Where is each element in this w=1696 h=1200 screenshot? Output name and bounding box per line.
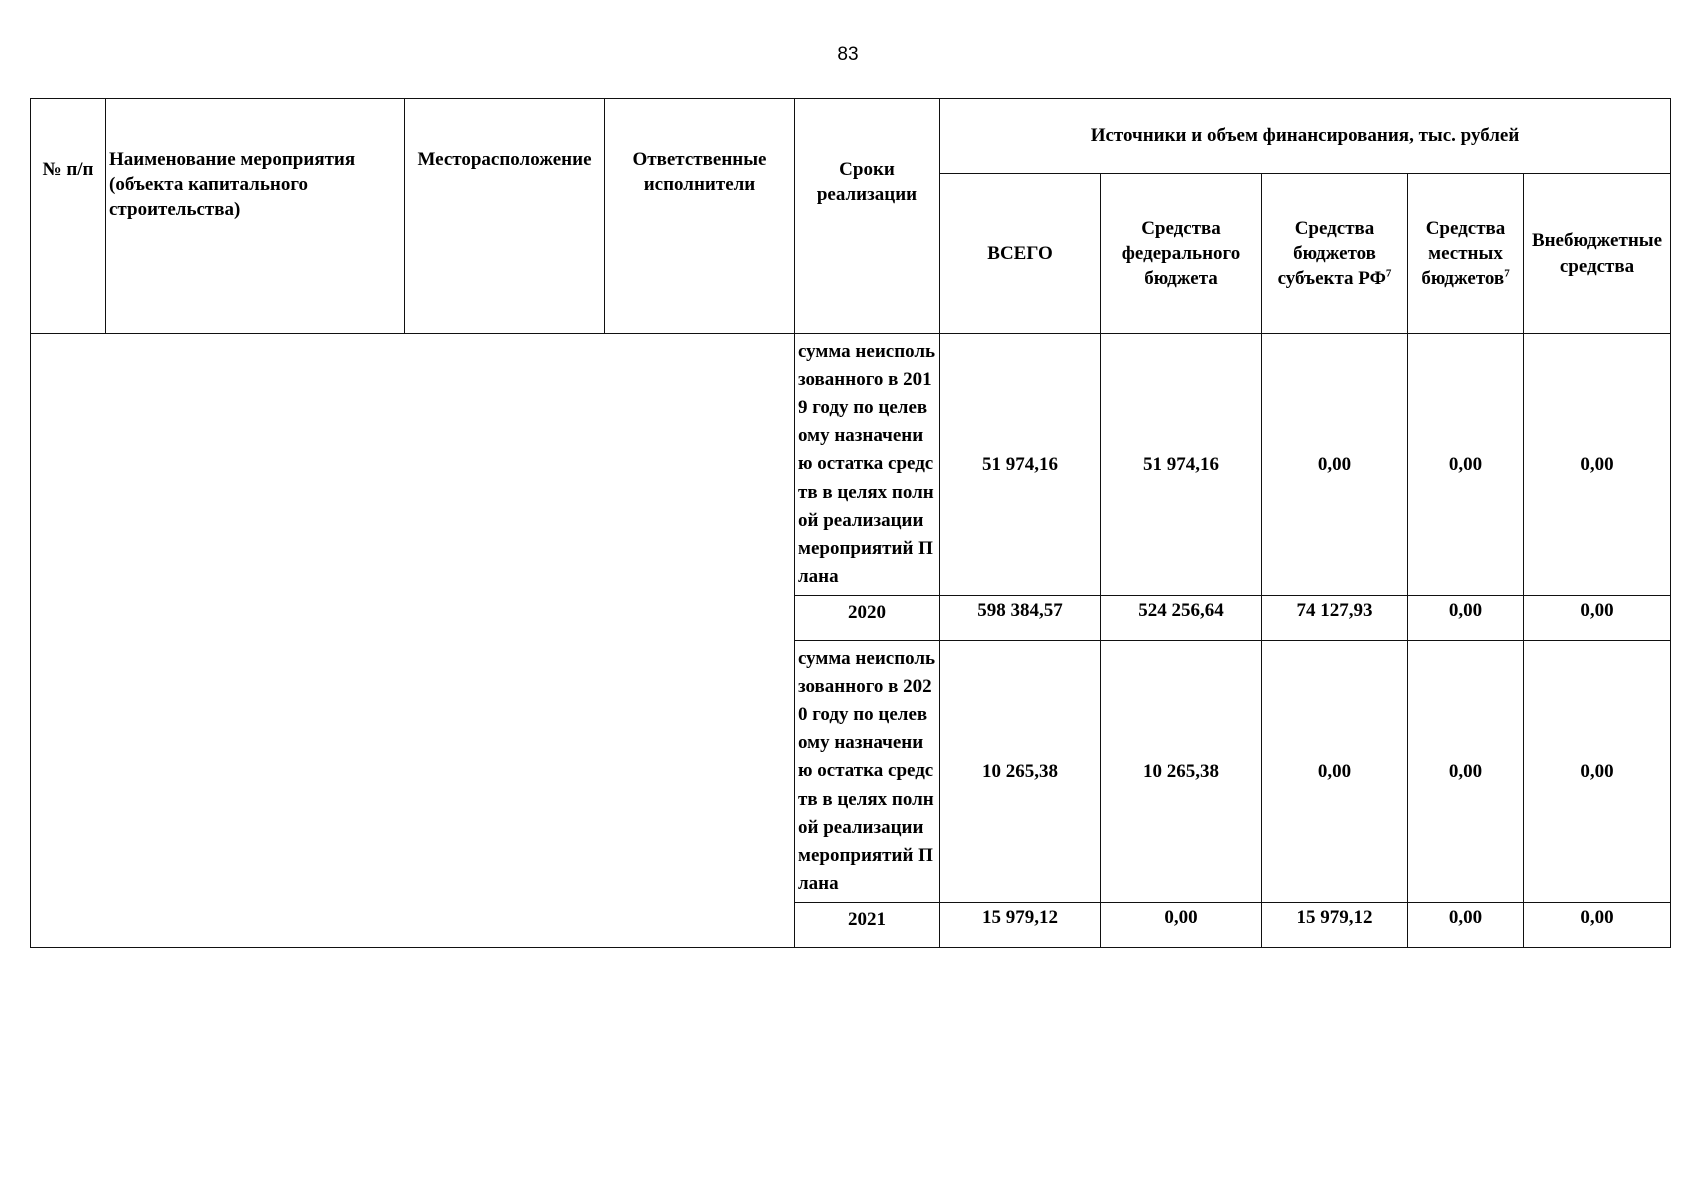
regional-cell: 15 979,12 (1262, 902, 1408, 947)
local-cell: 0,00 (1408, 640, 1524, 902)
extrabudget-cell: 0,00 (1524, 595, 1671, 640)
regional-cell: 0,00 (1262, 640, 1408, 902)
table-header (31, 99, 1671, 334)
period-cell: сумма неиспользованного в 2020 году по целевому назначению остатка средств в целях полной реализации мероприятий Плана (795, 640, 940, 902)
period-cell: 2020 (795, 595, 940, 640)
footnote-marker: 7 (1504, 267, 1510, 280)
header-name: Наименование мероприятия (объекта капитального строительства) (106, 99, 405, 334)
local-cell: 0,00 (1408, 595, 1524, 640)
header-local (1408, 174, 1524, 334)
extrabudget-cell: 0,00 (1524, 334, 1671, 596)
footnote-marker: 7 (1385, 267, 1392, 280)
header-num: № п/п (31, 99, 106, 334)
federal-cell: 0,00 (1101, 902, 1262, 947)
regional-cell: 0,00 (1262, 334, 1408, 596)
total-cell: 10 265,38 (940, 640, 1101, 902)
extrabudget-cell: 0,00 (1524, 640, 1671, 902)
header-financing: Источники и объем финансирования, тыс. рублей (940, 99, 1671, 174)
federal-cell: 10 265,38 (1101, 640, 1262, 902)
extrabudget-cell: 0,00 (1524, 902, 1671, 947)
financing-table (30, 98, 1671, 948)
header-federal: Средства федерального бюджета (1101, 174, 1262, 334)
table-row (31, 334, 1671, 596)
header-regional (1262, 174, 1408, 334)
table-body (31, 334, 1671, 948)
federal-cell: 524 256,64 (1101, 595, 1262, 640)
header-period: Сроки реализации (795, 99, 940, 334)
header-regional-label: Средства бюджетов субъекта РФ (1277, 217, 1386, 290)
total-cell: 598 384,57 (940, 595, 1101, 640)
total-cell: 15 979,12 (940, 902, 1101, 947)
regional-cell: 74 127,93 (1262, 595, 1408, 640)
header-responsible: Ответственные исполнители (605, 99, 795, 334)
header-extrabudget: Внебюджетные средства (1524, 174, 1671, 334)
header-total: ВСЕГО (940, 174, 1101, 334)
period-cell: сумма неиспользованного в 2019 году по целевому назначению остатка средств в целях полной реализации мероприятий Плана (795, 334, 940, 596)
local-cell: 0,00 (1408, 902, 1524, 947)
federal-cell: 51 974,16 (1101, 334, 1262, 596)
page-number: 83 (837, 44, 859, 65)
header-location: Месторасположение (405, 99, 605, 334)
local-cell: 0,00 (1408, 334, 1524, 596)
header-local-label: Средства местных бюджетов (1421, 217, 1506, 290)
header-row-top (31, 99, 1671, 174)
total-cell: 51 974,16 (940, 334, 1101, 596)
period-cell: 2021 (795, 902, 940, 947)
merged-blank-cell (31, 334, 795, 948)
